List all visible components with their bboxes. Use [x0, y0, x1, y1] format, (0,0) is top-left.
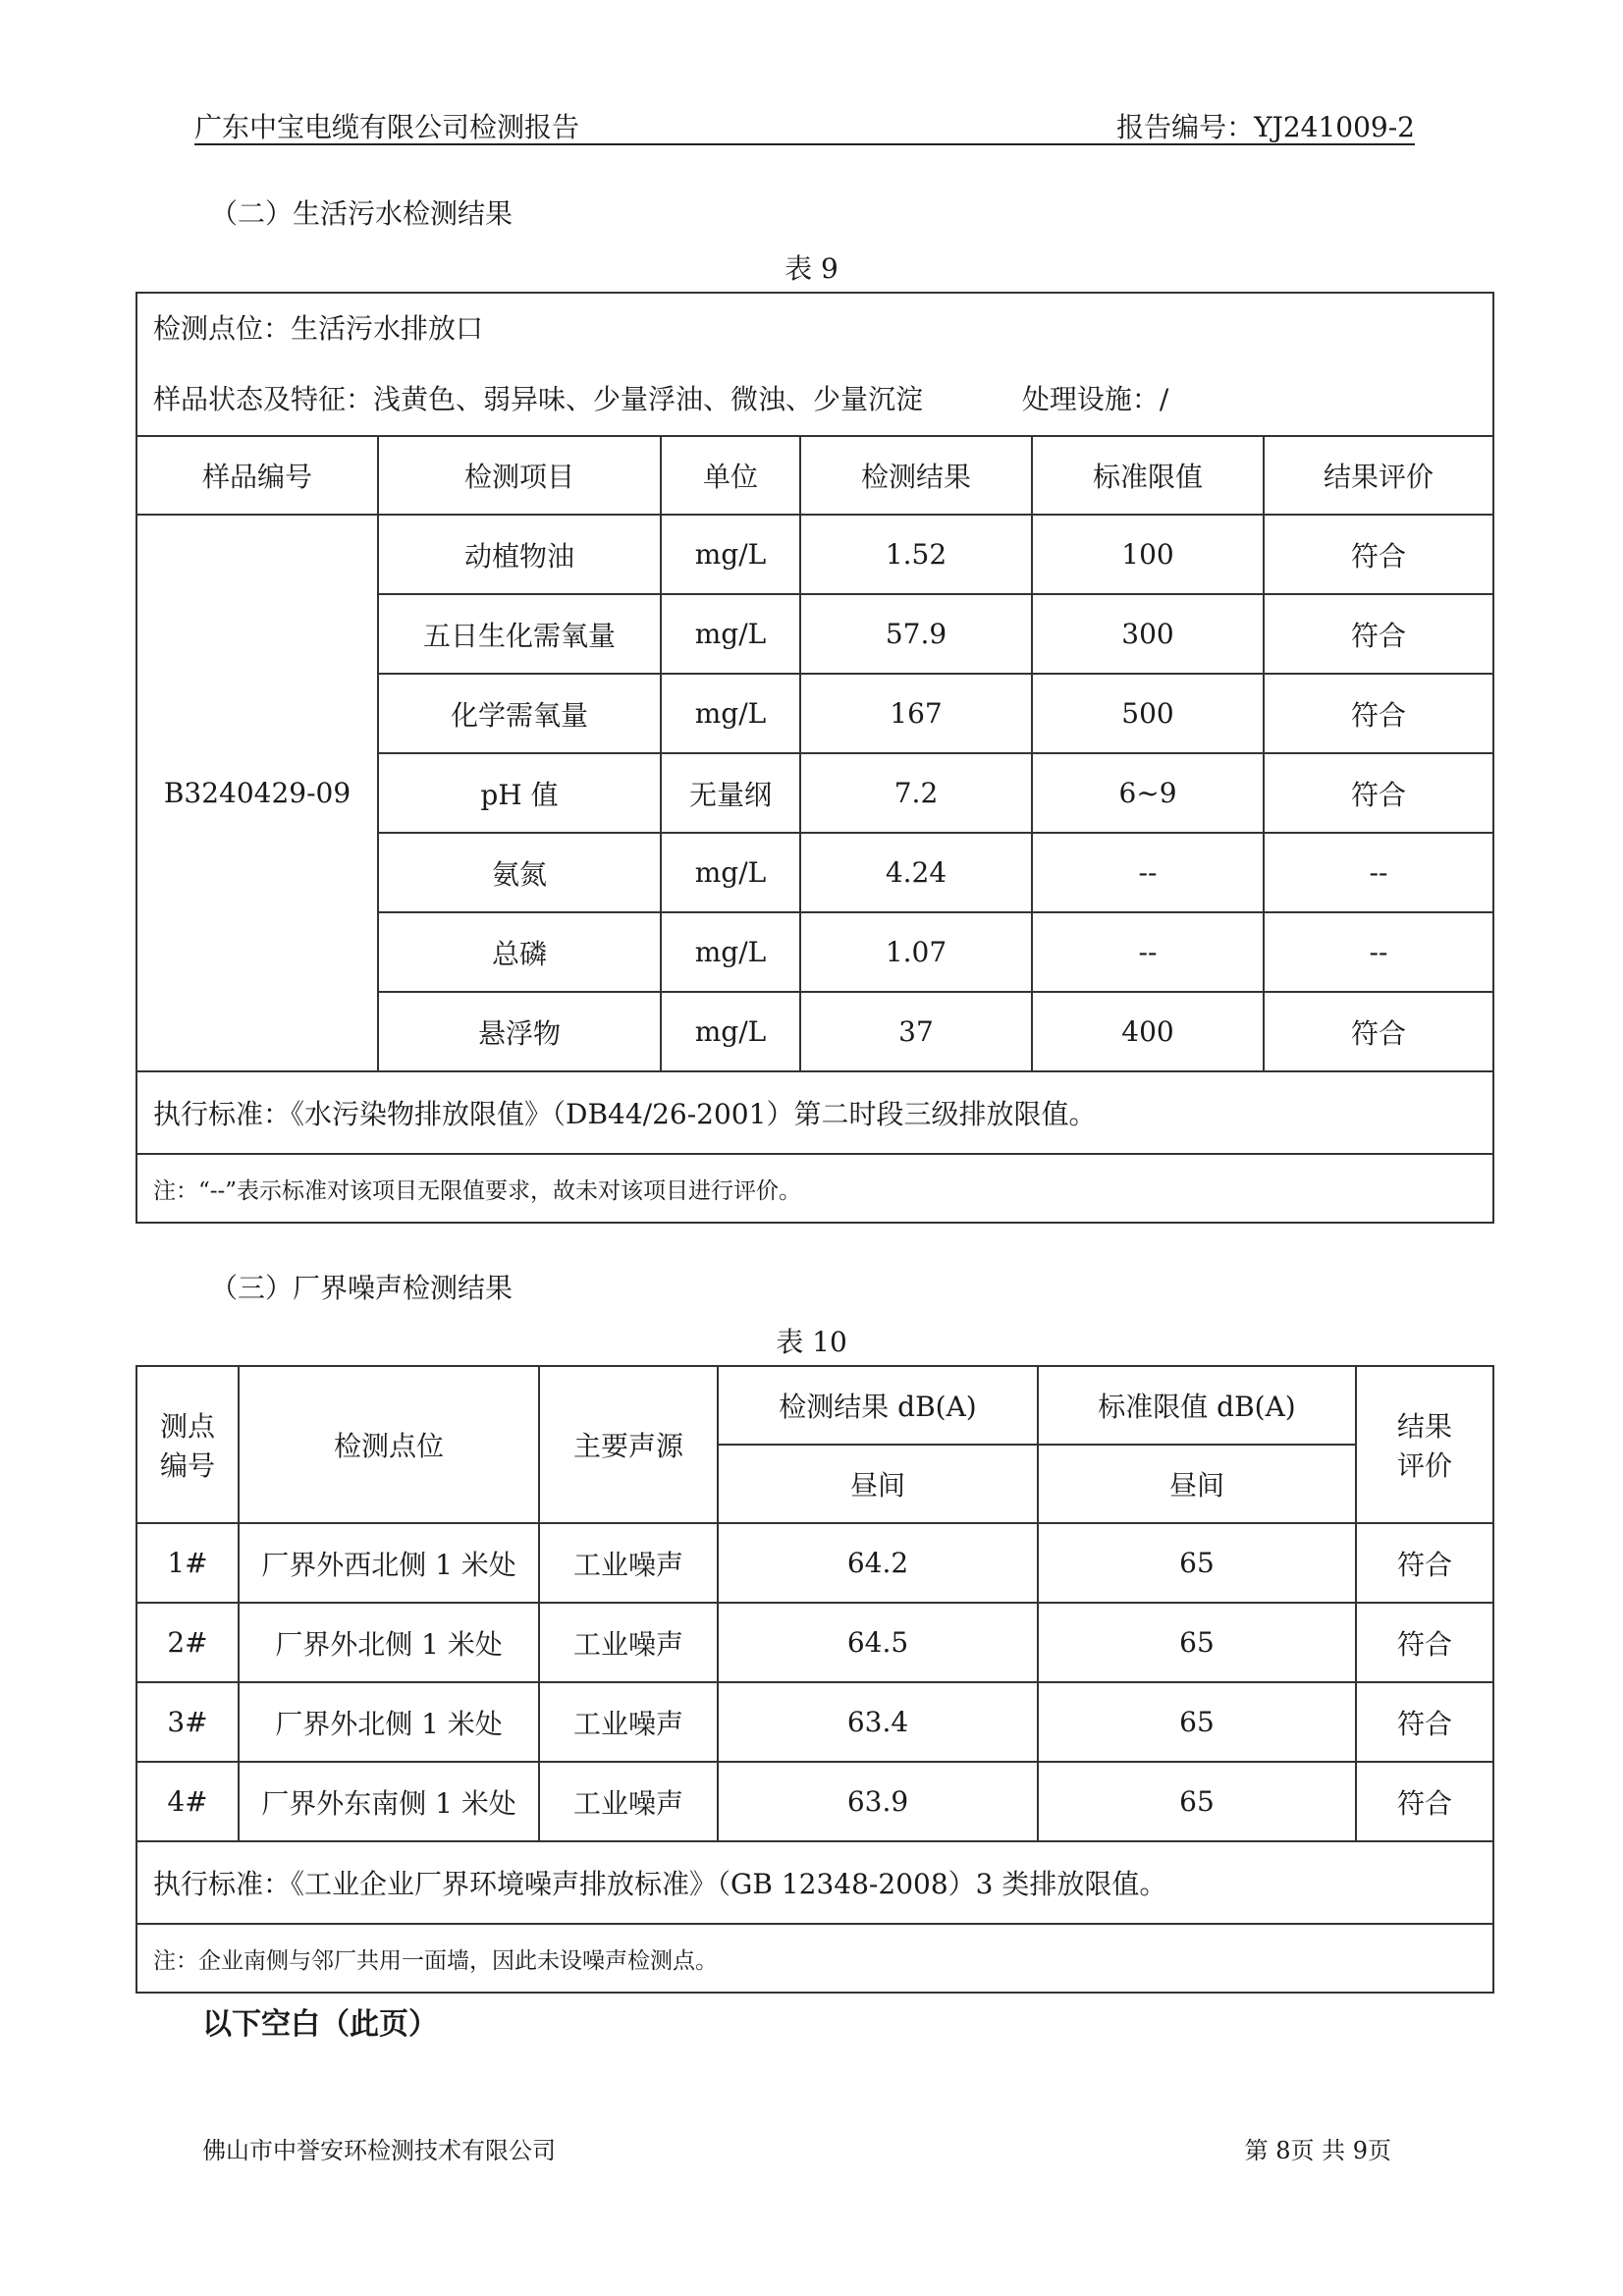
standard-row: 执行标准：《水污染物排放限值》（DB44/26-2001）第二时段三级排放限值。: [136, 1071, 1493, 1154]
result-cell: 57.9: [800, 594, 1032, 674]
eval-cell: --: [1264, 912, 1493, 992]
unit-cell: mg/L: [661, 992, 800, 1071]
col-header: 结果评价: [1264, 436, 1493, 515]
limit-cell: 65: [1038, 1603, 1356, 1682]
col-header: 样品编号: [136, 436, 378, 515]
table-row: [136, 1523, 1493, 1603]
footer-page-number: 第 8页 共 9页: [1244, 2137, 1391, 2164]
eval-cell: 符合: [1356, 1682, 1493, 1762]
source-cell: 工业噪声: [539, 1682, 718, 1762]
col-header: 标准限值: [1032, 436, 1264, 515]
header-divider: [194, 143, 1415, 145]
location-cell: 厂界外西北侧 1 米处: [239, 1523, 539, 1603]
limit-cell: 65: [1038, 1523, 1356, 1603]
source-cell: 工业噪声: [539, 1523, 718, 1603]
eval-cell: 符合: [1264, 753, 1493, 833]
location-cell: 厂界外东南侧 1 米处: [239, 1762, 539, 1841]
table-header-row: [136, 436, 1493, 515]
table-row: [136, 1762, 1493, 1841]
limit-cell: --: [1032, 912, 1264, 992]
limit-cell: 6~9: [1032, 753, 1264, 833]
col-header-source: 主要声源: [539, 1366, 718, 1523]
result-cell: 64.5: [718, 1603, 1038, 1682]
item-cell: pH 值: [378, 753, 661, 833]
item-cell: 五日生化需氧量: [378, 594, 661, 674]
header-text: 结果: [1396, 1410, 1452, 1443]
result-cell: 1.52: [800, 515, 1032, 594]
unit-cell: mg/L: [661, 674, 800, 753]
table-10-caption: 表 10: [776, 1326, 847, 1358]
section-title-sewage: （二）生活污水检测结果: [210, 197, 514, 230]
col-subheader-day: 昼间: [1038, 1445, 1356, 1523]
limit-cell: 500: [1032, 674, 1264, 753]
unit-cell: mg/L: [661, 515, 800, 594]
col-header-eval: [1356, 1366, 1493, 1523]
table-row: [136, 1682, 1493, 1762]
end-of-page-note: 以下空白（此页）: [202, 2007, 438, 2042]
section-title-noise: （三）厂界噪声检测结果: [210, 1272, 514, 1304]
sample-state: 样品状态及特征：浅黄色、弱异味、少量浮油、微浊、少量沉淀: [153, 383, 924, 415]
limit-cell: 300: [1032, 594, 1264, 674]
limit-cell: 100: [1032, 515, 1264, 594]
result-cell: 63.4: [718, 1682, 1038, 1762]
col-subheader-day: 昼间: [718, 1445, 1038, 1523]
col-header-point-no: [136, 1366, 239, 1523]
point-no: 3#: [136, 1682, 239, 1762]
unit-cell: 无量纲: [661, 753, 800, 833]
point-no: 1#: [136, 1523, 239, 1603]
eval-cell: 符合: [1264, 515, 1493, 594]
eval-cell: 符合: [1264, 594, 1493, 674]
item-cell: 动植物油: [378, 515, 661, 594]
sewage-results-table: [135, 292, 1494, 1224]
sample-info-cell: [136, 293, 1493, 436]
limit-cell: 400: [1032, 992, 1264, 1071]
header-text: 测点: [159, 1410, 215, 1443]
eval-cell: 符合: [1356, 1762, 1493, 1841]
treatment-facility: 处理设施：/: [1021, 383, 1169, 415]
noise-results-table: [135, 1365, 1494, 1994]
limit-cell: 65: [1038, 1682, 1356, 1762]
eval-cell: --: [1264, 833, 1493, 912]
location-cell: 厂界外北侧 1 米处: [239, 1603, 539, 1682]
table-row: [136, 1603, 1493, 1682]
point-no: 2#: [136, 1603, 239, 1682]
eval-cell: 符合: [1264, 674, 1493, 753]
table-row: [136, 515, 1493, 594]
item-cell: 氨氮: [378, 833, 661, 912]
result-cell: 7.2: [800, 753, 1032, 833]
header-text: 评价: [1396, 1449, 1452, 1482]
col-header: 检测结果: [800, 436, 1032, 515]
unit-cell: mg/L: [661, 594, 800, 674]
item-cell: 化学需氧量: [378, 674, 661, 753]
item-cell: 总磷: [378, 912, 661, 992]
source-cell: 工业噪声: [539, 1762, 718, 1841]
result-cell: 1.07: [800, 912, 1032, 992]
unit-cell: mg/L: [661, 833, 800, 912]
col-header-result: 检测结果 dB(A): [718, 1366, 1038, 1445]
table-9-caption: 表 9: [784, 252, 839, 285]
limit-cell: --: [1032, 833, 1264, 912]
sample-state-line: [153, 364, 1492, 435]
eval-cell: 符合: [1264, 992, 1493, 1071]
sampling-location: 检测点位：生活污水排放口: [153, 312, 484, 345]
sample-id: B3240429-09: [136, 515, 378, 1071]
report-header-company: 广东中宝电缆有限公司检测报告: [194, 111, 580, 143]
result-cell: 37: [800, 992, 1032, 1071]
location-cell: 厂界外北侧 1 米处: [239, 1682, 539, 1762]
footer-lab-name: 佛山市中誉安环检测技术有限公司: [202, 2137, 556, 2164]
eval-cell: 符合: [1356, 1603, 1493, 1682]
unit-cell: mg/L: [661, 912, 800, 992]
note-row: 注：“--”表示标准对该项目无限值要求，故未对该项目进行评价。: [136, 1154, 1493, 1223]
limit-cell: 65: [1038, 1762, 1356, 1841]
point-no: 4#: [136, 1762, 239, 1841]
result-cell: 64.2: [718, 1523, 1038, 1603]
result-cell: 63.9: [718, 1762, 1038, 1841]
standard-row: 执行标准：《工业企业厂界环境噪声排放标准》（GB 12348-2008）3 类排放限值。: [136, 1841, 1493, 1924]
eval-cell: 符合: [1356, 1523, 1493, 1603]
item-cell: 悬浮物: [378, 992, 661, 1071]
col-header: 单位: [661, 436, 800, 515]
result-cell: 167: [800, 674, 1032, 753]
col-header-location: 检测点位: [239, 1366, 539, 1523]
col-header-limit: 标准限值 dB(A): [1038, 1366, 1356, 1445]
report-number: 报告编号：YJ241009-2: [1116, 111, 1415, 143]
result-cell: 4.24: [800, 833, 1032, 912]
source-cell: 工业噪声: [539, 1603, 718, 1682]
col-header: 检测项目: [378, 436, 661, 515]
header-text: 编号: [159, 1449, 215, 1482]
note-row: 注：企业南侧与邻厂共用一面墙，因此未设噪声检测点。: [136, 1924, 1493, 1993]
